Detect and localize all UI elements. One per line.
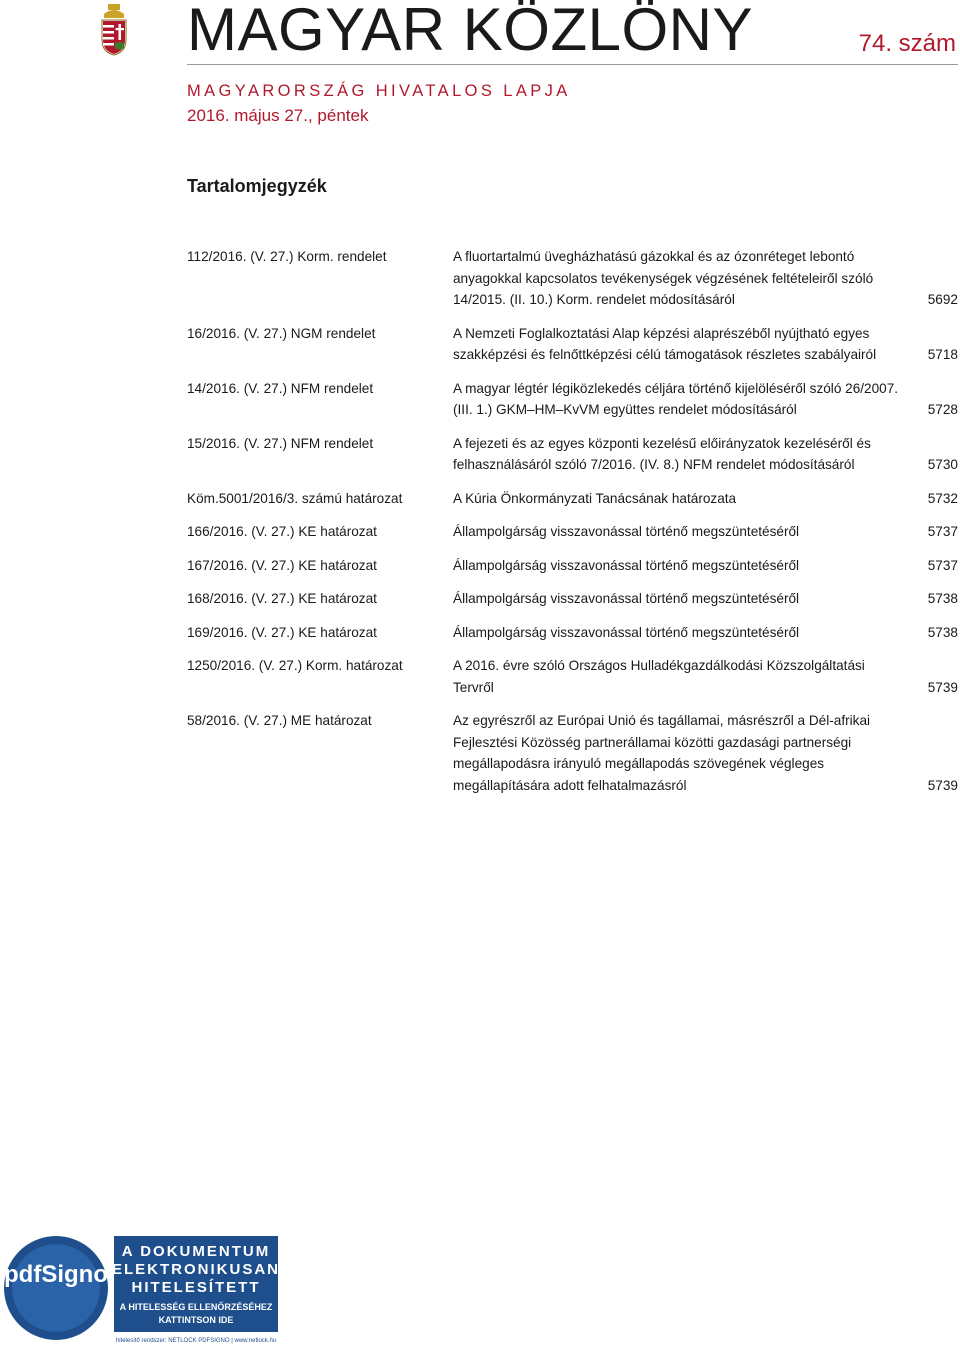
page-title: MAGYAR KÖZLÖNY (187, 0, 753, 63)
table-of-contents (187, 246, 960, 808)
badge-logo-text: pdfSigno (4, 1261, 108, 1288)
coat-of-arms-icon (98, 4, 130, 56)
issue-number: 74. szám (858, 30, 956, 57)
toc-entry[interactable] (187, 655, 960, 698)
badge-line-4: A HITELESSÉG ELLENŐRZÉSÉHEZ (119, 1302, 273, 1312)
badge-line-2: ELEKTRONIKUSAN (111, 1261, 280, 1278)
toc-entry-title: A fejezeti és az egyes központi kezelésű előirányzatok kezeléséről és felhasználásáról szóló 7/2016. (IV. 8.) NFM rendelet módosításáról (453, 435, 871, 472)
toc-entry-page: 5728 (927, 402, 958, 417)
toc-entry-page: 5718 (927, 347, 958, 362)
publication-date: 2016. május 27., péntek (187, 106, 369, 125)
toc-entry-code: 58/2016. (V. 27.) ME határozat (187, 713, 372, 728)
subtitle: MAGYARORSZÁG HIVATALOS LAPJA (187, 82, 571, 100)
toc-entry-title: A magyar légtér légiközlekedés céljára történő kijelöléséről szóló 26/2007. (III. 1.) GKM–HM–KvVM együttes rendelet módosításáról (453, 380, 899, 417)
toc-entry[interactable] (187, 710, 960, 796)
badge-line-1: A DOKUMENTUM (121, 1243, 271, 1260)
toc-entry[interactable] (187, 588, 960, 610)
toc-entry-code: Köm.5001/2016/3. számú határozat (187, 490, 403, 506)
badge-footer: hitelesítő rendszer: NETLOCK PDFSIGNO | www.netlock.hu (115, 1338, 277, 1344)
toc-entry[interactable] (187, 488, 960, 510)
badge-line-3: HITELESÍTETT (131, 1279, 261, 1296)
toc-entry[interactable] (187, 378, 960, 421)
header-divider (187, 64, 958, 65)
toc-entry-code: 15/2016. (V. 27.) NFM rendelet (187, 435, 374, 451)
toc-entry-page: 5738 (927, 591, 958, 606)
toc-entry-code: 16/2016. (V. 27.) NGM rendelet (187, 325, 376, 341)
toc-entry-page: 5737 (927, 557, 958, 573)
toc-entry-code: 169/2016. (V. 27.) KE határozat (187, 624, 377, 640)
toc-entry-page: 5692 (927, 292, 958, 307)
toc-entry[interactable] (187, 433, 960, 476)
badge-line-5: KATTINTSON IDE (158, 1315, 234, 1325)
toc-entry-title: A fluortartalmú üvegházhatású gázokkal és az ózonréteget lebontó anyagokkal kapcsolatos tevékenységek végzésének feltételeiről szóló 14/2015. (II. 10.) Korm. rendelet módosításáról (453, 249, 874, 307)
toc-entry[interactable] (187, 246, 960, 311)
toc-heading: Tartalomjegyzék (187, 176, 327, 196)
toc-entry-title: A 2016. évre szóló Országos Hulladékgazdálkodási Közszolgáltatási Tervről (453, 658, 865, 695)
toc-entry-title: A Nemzeti Foglalkoztatási Alap képzési alaprészéből nyújtható egyes szakképzési és felnőttképzési célú támogatások részletes szabályairól (453, 325, 877, 362)
toc-entry-page: 5732 (927, 490, 958, 506)
toc-entry-page: 5738 (927, 624, 958, 640)
toc-entry-title: Állampolgárság visszavonással történő megszüntetéséről (453, 624, 800, 640)
toc-entry-code: 1250/2016. (V. 27.) Korm. határozat (187, 658, 403, 673)
toc-entry-code: 112/2016. (V. 27.) Korm. rendelet (187, 249, 387, 264)
toc-entry-code: 167/2016. (V. 27.) KE határozat (187, 557, 377, 573)
toc-entry-page: 5739 (927, 679, 958, 695)
toc-entry[interactable] (187, 521, 960, 543)
toc-entry-page: 5737 (927, 524, 958, 539)
e-signature-badge[interactable] (0, 1222, 280, 1346)
toc-entry[interactable] (187, 622, 960, 644)
toc-entry-title: A Kúria Önkormányzati Tanácsának határozata (453, 490, 737, 506)
toc-entry-title: Állampolgárság visszavonással történő megszüntetéséről (453, 557, 800, 573)
toc-entry[interactable] (187, 323, 960, 366)
toc-entry-title: Az egyrészről az Európai Unió és tagállamai, másrészről a Dél-afrikai Fejlesztési Közösség partnerállamai közötti gazdasági partnerségi megállapodásra irányuló megállapodás szövegének végleges megállapítására adott felhatalmazásról (453, 713, 871, 793)
toc-entry-page: 5739 (927, 777, 958, 793)
toc-entry-code: 166/2016. (V. 27.) KE határozat (187, 524, 377, 539)
toc-entry-code: 168/2016. (V. 27.) KE határozat (187, 591, 377, 606)
toc-entry-page: 5730 (927, 457, 958, 472)
toc-entry[interactable] (187, 555, 960, 577)
toc-entry-title: Állampolgárság visszavonással történő megszüntetéséről (453, 591, 800, 606)
toc-entry-code: 14/2016. (V. 27.) NFM rendelet (187, 380, 374, 396)
toc-entry-title: Állampolgárság visszavonással történő megszüntetéséről (453, 524, 800, 539)
